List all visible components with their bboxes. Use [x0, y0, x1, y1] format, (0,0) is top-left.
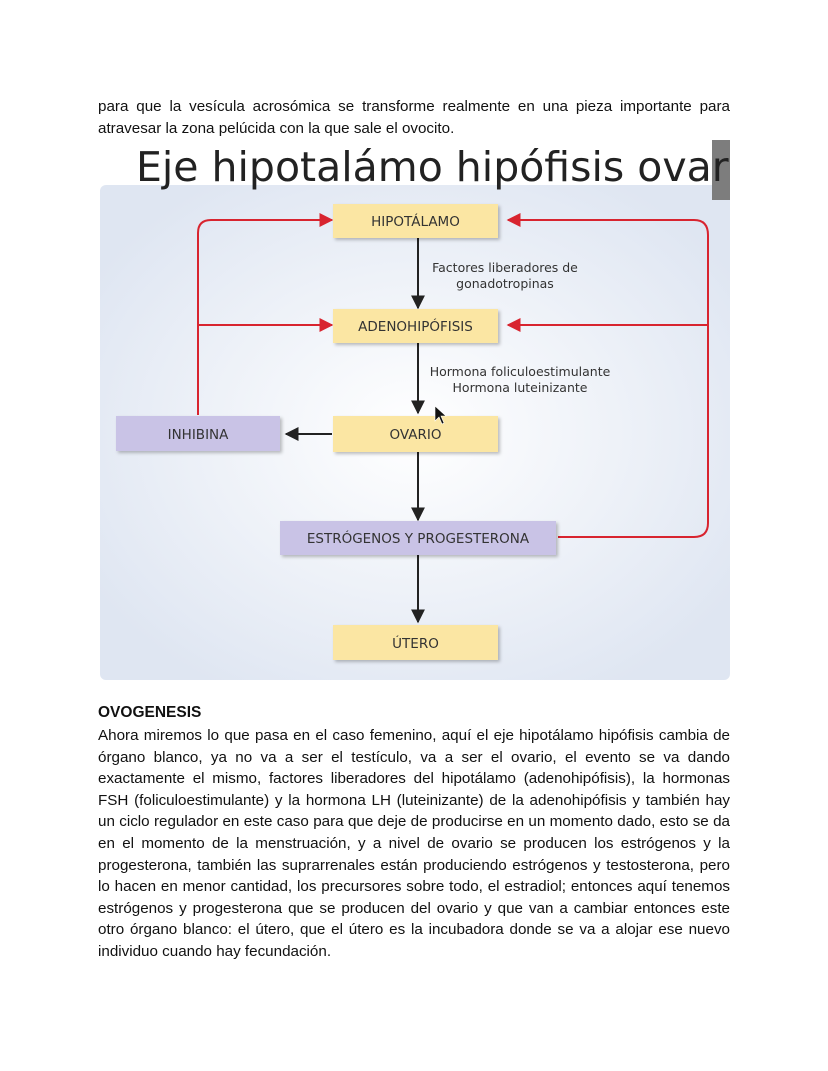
- diagram-title: Eje hipotalámo hipófisis ovar: [136, 143, 729, 191]
- section-title: OVOGENESIS: [98, 704, 202, 721]
- node-inhibina-label: INHIBINA: [167, 427, 229, 443]
- node-utero-label: ÚTERO: [392, 636, 439, 652]
- node-estrogenos-label: ESTRÓGENOS Y PROGESTERONA: [306, 531, 530, 547]
- intro-paragraph: para que la vesícula acrosómica se transforme realmente en una pieza importante para atravesar la zona pelúcida con la que sale el ovocito.: [98, 98, 730, 137]
- node-inhibina: [116, 416, 280, 451]
- node-hipotalamo-label: HIPOTÁLAMO: [371, 214, 460, 230]
- node-hipotalamo: [333, 204, 498, 238]
- body-paragraph: Ahora miremos lo que pasa en el caso femenino, aquí el eje hipotálamo hipófisis cambia de órgano blanco, ya no va a ser el testículo, va a ser el ovario, el evento se va dando exactamente el mismo, factores liberadores del hipotálamo (adenohipófisis), la hormonas FSH (foliculoestimulante) y la hormona LH (luteinizante) de la adenohipófisis y también hay un ciclo regulador en este caso para que deje de producirse en un momento dado, esto se da en el momento de la menstruación, y a nivel de ovario se producen los estrógenos y la progesterona, también las suprarrenales están produciendo estrógenos y testosterona, pero lo hacen en menor cantidad, los precursores sobre todo, el estradiol; entonces aquí tenemos estrógenos y progesterona que se producen del ovario y que van a cambiar entonces este otro órgano blanco: el útero, que el útero es la incubadora donde se va a alojar ese nuevo individuo cuando hay fecundación.: [98, 727, 730, 960]
- hormona-label-line2: Hormona luteinizante: [452, 380, 588, 395]
- node-ovario: [333, 416, 498, 452]
- hormone-axis-diagram: [100, 140, 730, 680]
- node-adenohipofisis: [333, 309, 498, 343]
- node-adenohipofisis-label: ADENOHIPÓFISIS: [358, 319, 473, 335]
- node-utero: [333, 625, 498, 660]
- hormona-label-line1: Hormona foliculoestimulante: [429, 364, 611, 379]
- factores-label-line2: gonadotropinas: [456, 276, 554, 291]
- node-ovario-label: OVARIO: [389, 427, 442, 443]
- factores-label-line1: Factores liberadores de: [432, 260, 578, 275]
- node-estrogenos: [280, 521, 556, 555]
